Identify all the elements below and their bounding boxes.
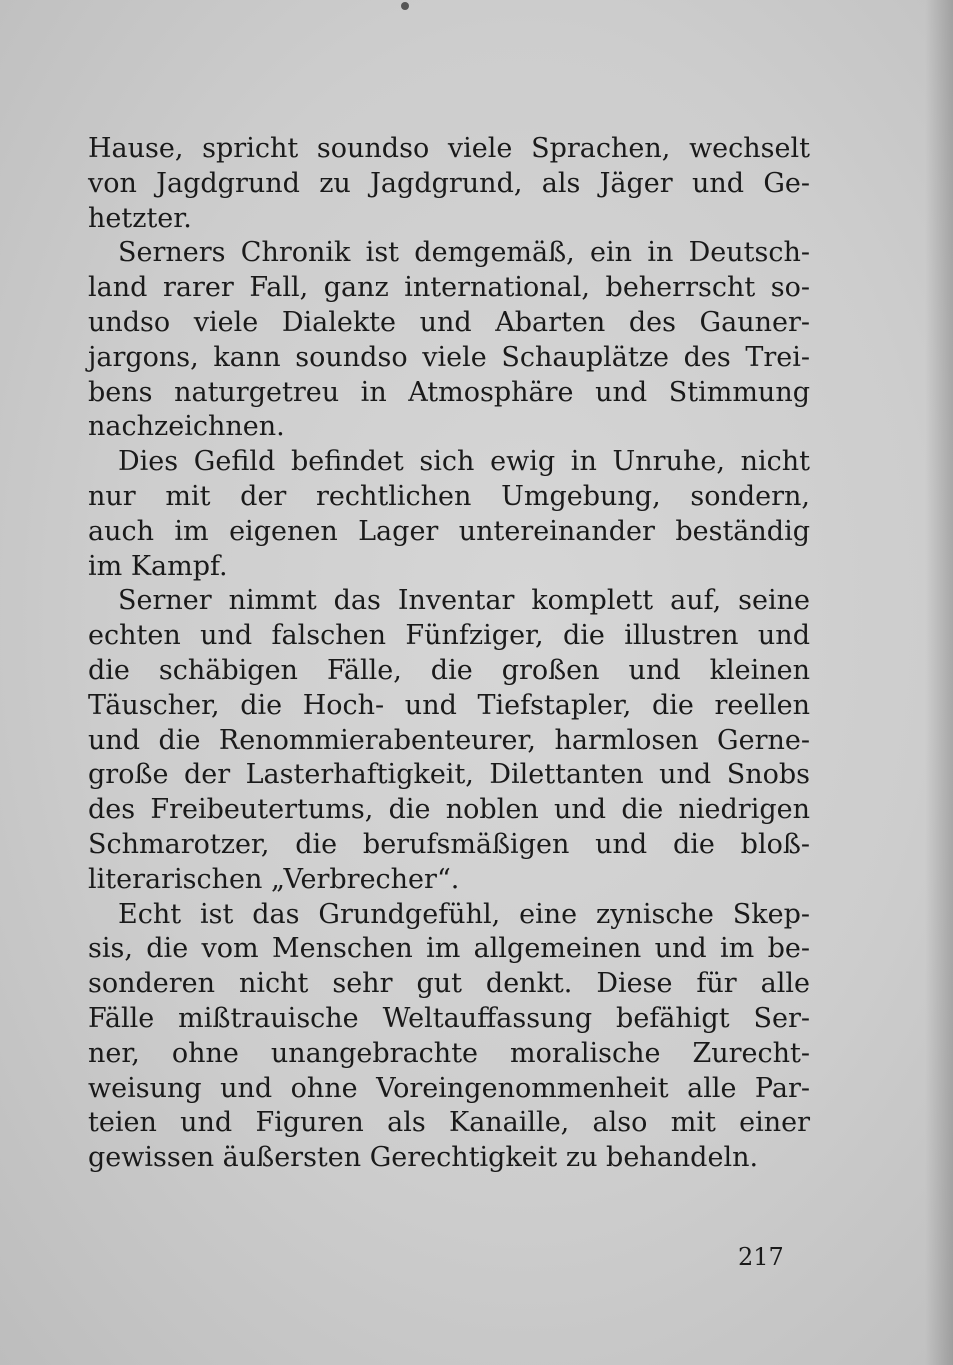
text-line: ner, ohne unangebrachte moralische Zurecht- — [88, 1037, 810, 1069]
text-line: auch im eigenen Lager untereinander beständig — [88, 515, 810, 547]
text-line: von Jagdgrund zu Jagdgrund, als Jäger und Ge- — [88, 167, 810, 199]
text-line: Hause, spricht soundso viele Sprachen, wechselt — [88, 133, 810, 164]
text-line: jargons, kann soundso viele Schauplätze des Trei- — [88, 341, 810, 373]
body-text — [88, 132, 810, 1176]
text-line: bens naturgetreu in Atmosphäre und Stimmung — [88, 376, 810, 408]
text-line: große der Lasterhaftigkeit, Dilettanten und Snobs — [88, 759, 810, 791]
text-line: des Freibeutertums, die noblen und die niedrigen — [88, 794, 810, 826]
text-line: Echt ist das Grundgefühl, eine zynische Skep- — [118, 898, 810, 930]
text-line: teien und Figuren als Kanaille, also mit einer — [88, 1107, 810, 1139]
text-line: land rarer Fall, ganz international, beherrscht so- — [88, 272, 810, 304]
text-line: sonderen nicht sehr gut denkt. Diese für alle — [88, 968, 810, 1000]
text-line: Fälle mißtrauische Weltauffassung befähigt Ser- — [88, 1002, 810, 1034]
text-line: hetzter. — [88, 202, 192, 234]
text-line: Serner nimmt das Inventar komplett auf, seine — [118, 585, 810, 617]
text-line: echten und falschen Fünfziger, die illustren und — [88, 620, 810, 652]
text-line: im Kampf. — [88, 550, 228, 582]
text-line: nur mit der rechtlichen Umgebung, sondern, — [88, 480, 810, 512]
text-line: Täuscher, die Hoch- und Tiefstapler, die reellen — [88, 689, 810, 721]
text-line: undso viele Dialekte und Abarten des Gauner- — [88, 306, 810, 338]
text-line: sis, die vom Menschen im allgemeinen und im be- — [88, 933, 810, 965]
text-line: Serners Chronik ist demgemäß, ein in Deutsch- — [118, 237, 810, 269]
text-line: die schäbigen Fälle, die großen und kleinen — [88, 654, 810, 686]
text-line: literarischen „Verbrecher“. — [88, 863, 460, 895]
text-line: Schmarotzer, die berufsmäßigen und die bloß- — [88, 828, 810, 860]
page-edge-shadow — [925, 0, 953, 1365]
text-line: Dies Gefild befindet sich ewig in Unruhe, nicht — [118, 446, 810, 478]
page-number: 217 — [738, 1243, 784, 1271]
ink-speck — [401, 2, 409, 10]
text-line: gewissen äußersten Gerechtigkeit zu behandeln. — [88, 1142, 759, 1174]
text-line: weisung und ohne Voreingenommenheit alle Par- — [88, 1072, 810, 1104]
text-line: nachzeichnen. — [88, 411, 285, 443]
text-line: und die Renommierabenteurer, harmlosen Gerne- — [88, 724, 810, 756]
